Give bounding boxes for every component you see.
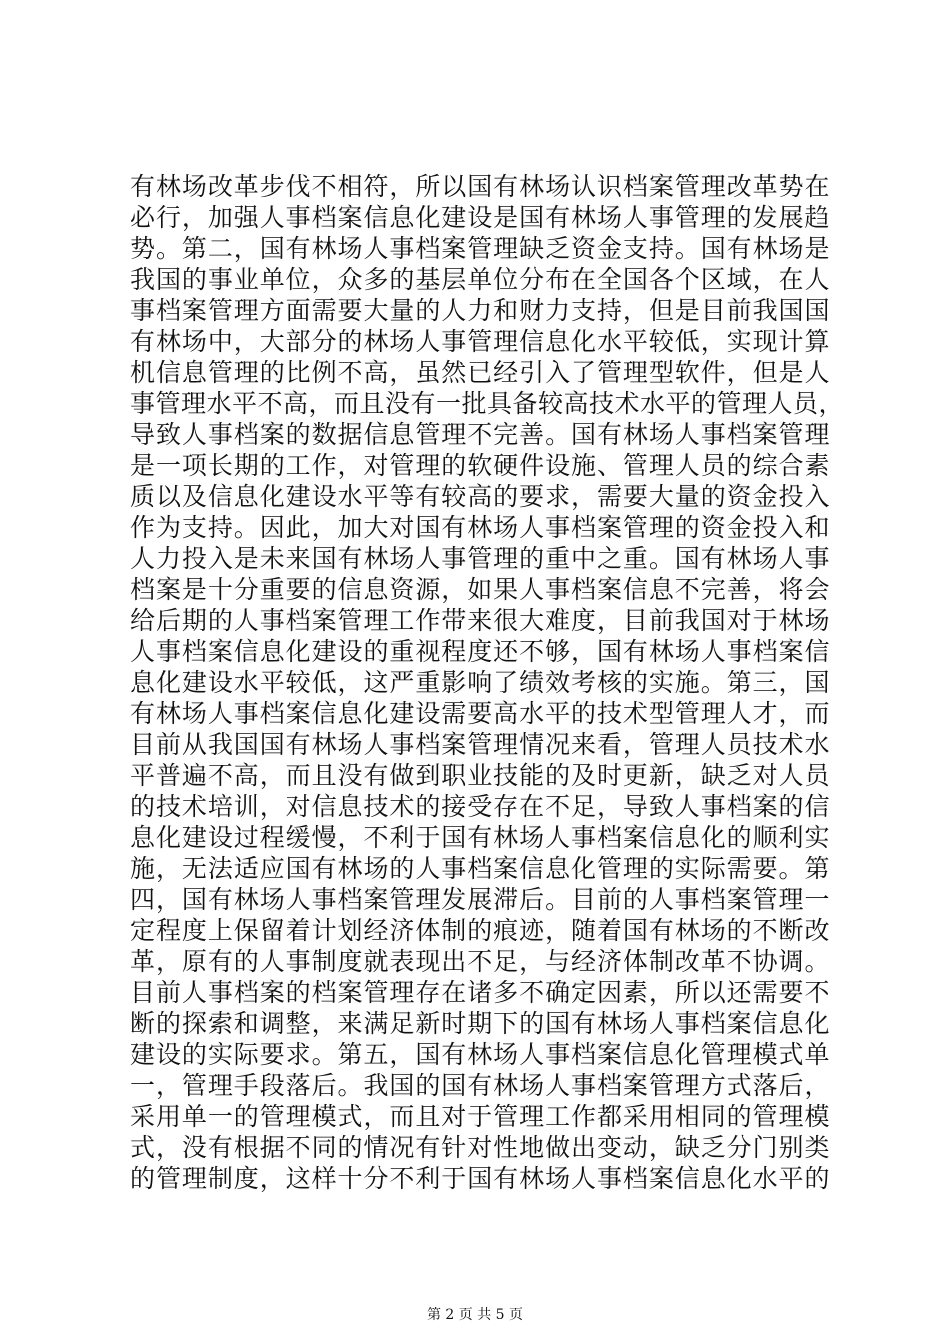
text-line: 人事档案信息化建设的重视程度还不够，国有林场人事档案信 xyxy=(130,637,830,666)
text-line: 目前从我国国有林场人事档案管理情况来看，管理人员技术水 xyxy=(130,730,830,759)
text-line: 档案是十分重要的信息资源，如果人事档案信息不完善，将会 xyxy=(130,575,830,604)
body-text xyxy=(130,171,845,1194)
text-line: 的管理制度，这样十分不利于国有林场人事档案信息化水平的 xyxy=(130,1164,830,1193)
text-line: 必行，加强人事档案信息化建设是国有林场人事管理的发展趋 xyxy=(130,203,830,232)
text-line: 事档案管理方面需要大量的人力和财力支持，但是目前我国国 xyxy=(130,296,830,325)
text-line: 平普遍不高，而且没有做到职业技能的及时更新，缺乏对人员 xyxy=(130,761,830,790)
text-line: 建设的实际要求。第五，国有林场人事档案信息化管理模式单 xyxy=(130,1040,830,1069)
text-line: 事管理水平不高，而且没有一批具备较高技术水平的管理人员， xyxy=(130,389,845,418)
text-line: 人力投入是未来国有林场人事管理的重中之重。国有林场人事 xyxy=(130,544,830,573)
text-line: 采用单一的管理模式，而且对于管理工作都采用相同的管理模 xyxy=(130,1102,830,1131)
text-line: 势。第二，国有林场人事档案管理缺乏资金支持。国有林场是 xyxy=(130,234,830,263)
text-line: 导致人事档案的数据信息管理不完善。国有林场人事档案管理 xyxy=(130,420,830,449)
text-line: 机信息管理的比例不高，虽然已经引入了管理型软件，但是人 xyxy=(130,358,830,387)
text-line: 施，无法适应国有林场的人事档案信息化管理的实际需要。第 xyxy=(130,854,830,883)
text-line: 四，国有林场人事档案管理发展滞后。目前的人事档案管理一 xyxy=(130,885,830,914)
text-line: 质以及信息化建设水平等有较高的要求，需要大量的资金投入 xyxy=(130,482,830,511)
text-line: 是一项长期的工作，对管理的软硬件设施、管理人员的综合素 xyxy=(130,451,830,480)
text-line: 一，管理手段落后。我国的国有林场人事档案管理方式落后， xyxy=(130,1071,830,1100)
text-line: 有林场人事档案信息化建设需要高水平的技术型管理人才，而 xyxy=(130,699,830,728)
text-line: 息化建设过程缓慢，不利于国有林场人事档案信息化的顺利实 xyxy=(130,823,830,852)
text-line: 目前人事档案的档案管理存在诸多不确定因素，所以还需要不 xyxy=(130,978,830,1007)
text-line: 革，原有的人事制度就表现出不足，与经济体制改革不协调。 xyxy=(130,947,830,976)
text-line: 式，没有根据不同的情况有针对性地做出变动，缺乏分门别类 xyxy=(130,1133,830,1162)
text-line: 有林场改革步伐不相符，所以国有林场认识档案管理改革势在 xyxy=(130,172,830,201)
text-line: 作为支持。因此，加大对国有林场人事档案管理的资金投入和 xyxy=(130,513,830,542)
page-number-footer: 第 2 页 共 5 页 xyxy=(426,1307,524,1323)
text-line: 定程度上保留着计划经济体制的痕迹，随着国有林场的不断改 xyxy=(130,916,830,945)
text-line: 的技术培训，对信息技术的接受存在不足，导致人事档案的信 xyxy=(130,792,830,821)
text-line: 给后期的人事档案管理工作带来很大难度，目前我国对于林场 xyxy=(130,606,830,635)
text-line: 息化建设水平较低，这严重影响了绩效考核的实施。第三，国 xyxy=(130,668,830,697)
text-line: 我国的事业单位，众多的基层单位分布在全国各个区域，在人 xyxy=(130,265,830,294)
text-line: 断的探索和调整，来满足新时期下的国有林场人事档案信息化 xyxy=(130,1009,830,1038)
text-line: 有林场中，大部分的林场人事管理信息化水平较低，实现计算 xyxy=(130,327,830,356)
